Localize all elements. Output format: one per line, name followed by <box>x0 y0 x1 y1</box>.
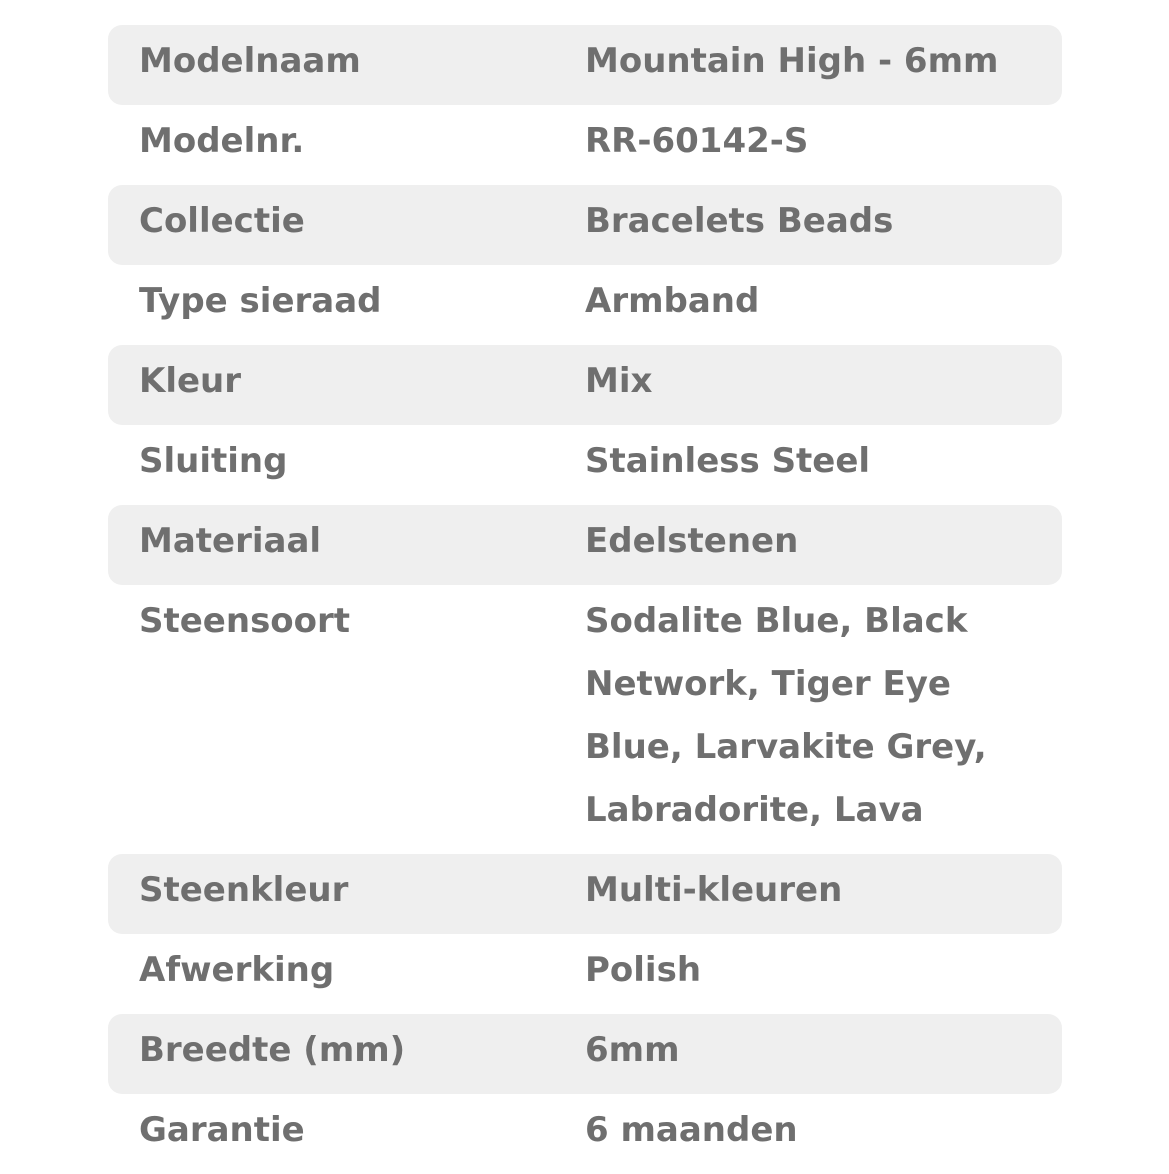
spec-value: Sodalite Blue, Black Network, Tiger Eye Blue, Larvakite Grey, Labradorite, Lava <box>585 601 987 830</box>
spec-row-garantie <box>108 1094 1062 1174</box>
spec-value: 6 maanden <box>585 1110 798 1150</box>
spec-label: Type sieraad <box>139 281 382 321</box>
spec-value: Edelstenen <box>585 521 799 561</box>
spec-row-steenkleur <box>108 854 1062 934</box>
spec-row-type-sieraad <box>108 265 1062 345</box>
spec-value: Bracelets Beads <box>585 201 894 241</box>
spec-label: Steenkleur <box>139 870 349 910</box>
spec-label: Sluiting <box>139 441 288 481</box>
spec-row-afwerking <box>108 934 1062 1014</box>
spec-label: Modelnaam <box>139 41 361 81</box>
spec-row-modelnr <box>108 105 1062 185</box>
spec-value: RR-60142-S <box>585 121 809 161</box>
spec-row-steensoort <box>108 585 1062 854</box>
spec-row-kleur <box>108 345 1062 425</box>
spec-label: Garantie <box>139 1110 305 1150</box>
spec-value: Mountain High - 6mm <box>585 41 999 81</box>
spec-value: Armband <box>585 281 760 321</box>
product-spec-table <box>108 25 1062 1174</box>
spec-row-breedte <box>108 1014 1062 1094</box>
spec-label: Modelnr. <box>139 121 305 161</box>
spec-label: Kleur <box>139 361 242 401</box>
spec-row-materiaal <box>108 505 1062 585</box>
spec-label: Materiaal <box>139 521 322 561</box>
spec-label: Afwerking <box>139 950 335 990</box>
spec-label: Steensoort <box>139 601 351 641</box>
spec-value: 6mm <box>585 1030 680 1070</box>
spec-row-collectie <box>108 185 1062 265</box>
spec-value: Mix <box>585 361 653 401</box>
spec-label: Collectie <box>139 201 305 241</box>
spec-row-modelnaam <box>108 25 1062 105</box>
spec-row-sluiting <box>108 425 1062 505</box>
spec-value: Multi-kleuren <box>585 870 843 910</box>
spec-value: Polish <box>585 950 702 990</box>
spec-value: Stainless Steel <box>585 441 871 481</box>
spec-label: Breedte (mm) <box>139 1030 406 1070</box>
